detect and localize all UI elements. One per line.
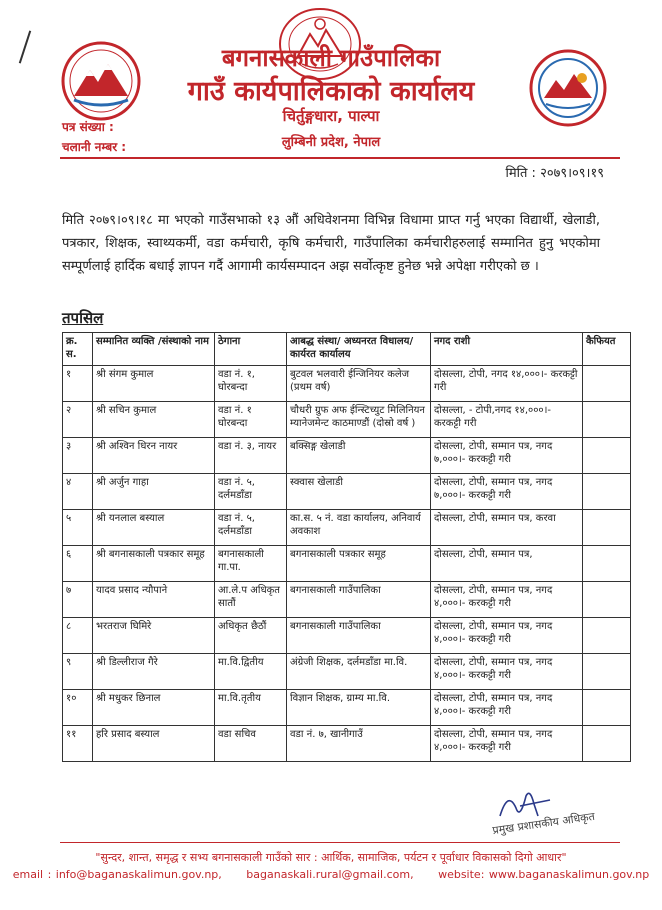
footer-email-primary: email : info@baganaskalimun.gov.np, <box>12 868 222 881</box>
cell-address: वडा नं. ३, नायर <box>215 438 287 474</box>
cell-address: मा.वि.तृतीय <box>215 690 287 726</box>
column-header-serial: क्र. स. <box>63 333 93 366</box>
letter-date: मिति : २०७९।०९।१९ <box>505 166 604 181</box>
cell-institution: बुटवल भलवारी ईन्जिनियर कलेज (प्रथम वर्ष) <box>287 366 431 402</box>
cell-remarks <box>583 366 631 402</box>
cell-remarks <box>583 474 631 510</box>
cell-name: श्री मधुकर छिनाल <box>93 690 215 726</box>
table-row <box>63 690 631 726</box>
cell-remarks <box>583 582 631 618</box>
municipality-name: बगनासकाली गाउँपालिका <box>221 44 441 72</box>
table-body <box>63 366 631 762</box>
cell-serial: ४ <box>63 474 93 510</box>
cell-name: भरतराज घिमिरे <box>93 618 215 654</box>
cell-name: श्री संगम कुमाल <box>93 366 215 402</box>
cell-cash: दोसल्ला, - टोपी,नगद १४,०००।- करकट्टी गरी <box>431 402 583 438</box>
cell-cash: दोसल्ला, टोपी, सम्मान पत्र, नगद ७,०००।- करकट्टी गरी <box>431 438 583 474</box>
cell-name: श्री यनलाल बस्याल <box>93 510 215 546</box>
cell-institution: वडा नं. ७, खानीगाउँ <box>287 726 431 762</box>
section-title: तपसिल <box>62 309 104 327</box>
cell-address: मा.वि.द्वितीय <box>215 654 287 690</box>
cell-name: हरि प्रसाद बस्याल <box>93 726 215 762</box>
cell-serial: ११ <box>63 726 93 762</box>
cell-remarks <box>583 726 631 762</box>
cell-address: वडा नं. ५, दर्लमडाँडा <box>215 510 287 546</box>
cell-serial: ७ <box>63 582 93 618</box>
table-row <box>63 402 631 438</box>
cell-institution: विज्ञान शिक्षक, ग्राम्य मा.वि. <box>287 690 431 726</box>
cell-cash: दोसल्ला, टोपी, सम्मान पत्र, नगद ४,०००।- करकट्टी गरी <box>431 726 583 762</box>
cell-cash: दोसल्ला, टोपी, सम्मान पत्र, नगद ४,०००।- करकट्टी गरी <box>431 690 583 726</box>
table-row <box>63 654 631 690</box>
cell-cash: दोसल्ला, टोपी, सम्मान पत्र, नगद ७,०००।- करकट्टी गरी <box>431 474 583 510</box>
table-row <box>63 366 631 402</box>
cell-cash: दोसल्ला, टोपी, सम्मान पत्र, <box>431 546 583 582</box>
column-header-name: सम्मानित व्यक्ति /संस्थाको नाम <box>93 333 215 366</box>
cell-name: श्री बगनासकाली पत्रकार समूह <box>93 546 215 582</box>
table-header-row <box>63 333 631 366</box>
cell-institution: बक्सिङ्ग खेलाडी <box>287 438 431 474</box>
cell-cash: दोसल्ला, टोपी, सम्मान पत्र, नगद ४,०००।- करकट्टी गरी <box>431 618 583 654</box>
letter-number-label: पत्र संख्या : <box>62 120 114 134</box>
footer-slogan: "सुन्दर, शान्त, समृद्ध र सभ्य बगनासकाली गाउँको सार : आर्थिक, सामाजिक, पर्यटन र पूर्वाधार विकासको दिगो आधार" <box>95 851 567 864</box>
cell-institution: बगनासकाली गाउँपालिका <box>287 618 431 654</box>
cell-cash: दोसल्ला, टोपी, सम्मान पत्र, नगद ४,०००।- करकट्टी गरी <box>431 654 583 690</box>
cell-cash: दोसल्ला, टोपी, सम्मान पत्र, नगद ४,०००।- करकट्टी गरी <box>431 582 583 618</box>
cell-institution: बगनासकाली गाउँपालिका <box>287 582 431 618</box>
cell-institution: का.स. ५ नं. वडा कार्यालय, अनिवार्य अवकाश <box>287 510 431 546</box>
table-row <box>63 474 631 510</box>
cell-serial: ६ <box>63 546 93 582</box>
cell-remarks <box>583 654 631 690</box>
cell-serial: ३ <box>63 438 93 474</box>
cell-address: वडा नं. ५, दर्लमडाँडा <box>215 474 287 510</box>
cell-serial: १० <box>63 690 93 726</box>
cell-address: वडा सचिव <box>215 726 287 762</box>
table-row <box>63 510 631 546</box>
table-row <box>63 582 631 618</box>
column-header-institution: आबद्ध संस्था/ अध्यनरत विधालय/कार्यरत कार्यालय <box>287 333 431 366</box>
table-row <box>63 618 631 654</box>
cell-remarks <box>583 618 631 654</box>
cell-serial: ५ <box>63 510 93 546</box>
cell-remarks <box>583 690 631 726</box>
column-header-remarks: कैफियत <box>583 333 631 366</box>
cell-institution: बगनासकाली पत्रकार समूह <box>287 546 431 582</box>
cell-remarks <box>583 438 631 474</box>
cell-name: श्री डिल्लीराज गैरे <box>93 654 215 690</box>
cell-serial: १ <box>63 366 93 402</box>
cell-serial: ९ <box>63 654 93 690</box>
cell-name: यादव प्रसाद न्यौपाने <box>93 582 215 618</box>
office-location: चिर्तुङ्गधारा, पाल्पा <box>282 107 380 125</box>
cell-remarks <box>583 546 631 582</box>
cell-address: बगनासकाली गा.पा. <box>215 546 287 582</box>
cell-remarks <box>583 510 631 546</box>
cell-institution: चौधरी ग्रुफ अफ ईन्स्टिच्युट मिलिनियन म्यानेजमेन्ट काठमाण्डौं (दोस्रो वर्ष ) <box>287 402 431 438</box>
column-header-cash: नगद राशी <box>431 333 583 366</box>
cell-address: अधिकृत छैठौं <box>215 618 287 654</box>
honorees-table <box>62 332 631 762</box>
cell-address: वडा नं. १, घोरबन्दा <box>215 366 287 402</box>
cell-address: आ.ले.प अधिकृत सातौं <box>215 582 287 618</box>
cell-cash: दोसल्ला, टोपी, सम्मान पत्र, करवा <box>431 510 583 546</box>
cell-institution: स्क्वास खेलाडी <box>287 474 431 510</box>
cell-serial: ८ <box>63 618 93 654</box>
cell-name: श्री अश्विन धिरन नायर <box>93 438 215 474</box>
cell-name: श्री सचिन कुमाल <box>93 402 215 438</box>
cell-remarks <box>583 402 631 438</box>
signatory-designation: प्रमुख प्रशासकीय अधिकृत <box>491 809 596 838</box>
cell-cash: दोसल्ला, टोपी, नगद १४,०००।- करकट्टी गरी <box>431 366 583 402</box>
footer-website: website: www.baganaskalimun.gov.np <box>438 868 650 881</box>
office-province: लुम्बिनी प्रदेश, नेपाल <box>281 135 381 150</box>
office-name: गाउँ कार्यपालिकाको कार्यालय <box>187 76 475 107</box>
header-divider <box>60 157 620 159</box>
cell-address: वडा नं. १ घोरबन्दा <box>215 402 287 438</box>
table-row <box>63 726 631 762</box>
column-header-address: ठेगाना <box>215 333 287 366</box>
letter-body: मिति २०७९।०९।१८ मा भएको गाउँसभाको १३ औं अधिवेशनमा विभिन्न विधामा प्राप्त गर्नु भएका विद्यार्थी, खेलाडी, पत्रकार, शिक्षक, स्वाथ्यकर्मी, वडा कर्मचारी, कृषि कर्मचारी, गाउँपालिका कर्मचारीहरुलाई सम्मानित हुनु भएकोमा सम्पूर्णलाई हार्दिक बधाई ज्ञापन गर्दै आगामी कार्यसम्पादन अझ सर्वोत्कृष्ट हुनेछ भन्ने अपेक्षा गरीएको छ । <box>62 213 600 274</box>
footer-divider <box>60 842 620 843</box>
table-row <box>63 546 631 582</box>
cell-name: श्री अर्जुन गाहा <box>93 474 215 510</box>
cell-serial: २ <box>63 402 93 438</box>
dispatch-number-label: चलानी नम्बर : <box>62 140 127 154</box>
footer-email-secondary: baganaskali.rural@gmail.com, <box>246 868 414 881</box>
footer-contact <box>0 868 662 881</box>
cell-institution: अंग्रेजी शिक्षक, दर्लमडाँडा मा.वि. <box>287 654 431 690</box>
table-row <box>63 438 631 474</box>
